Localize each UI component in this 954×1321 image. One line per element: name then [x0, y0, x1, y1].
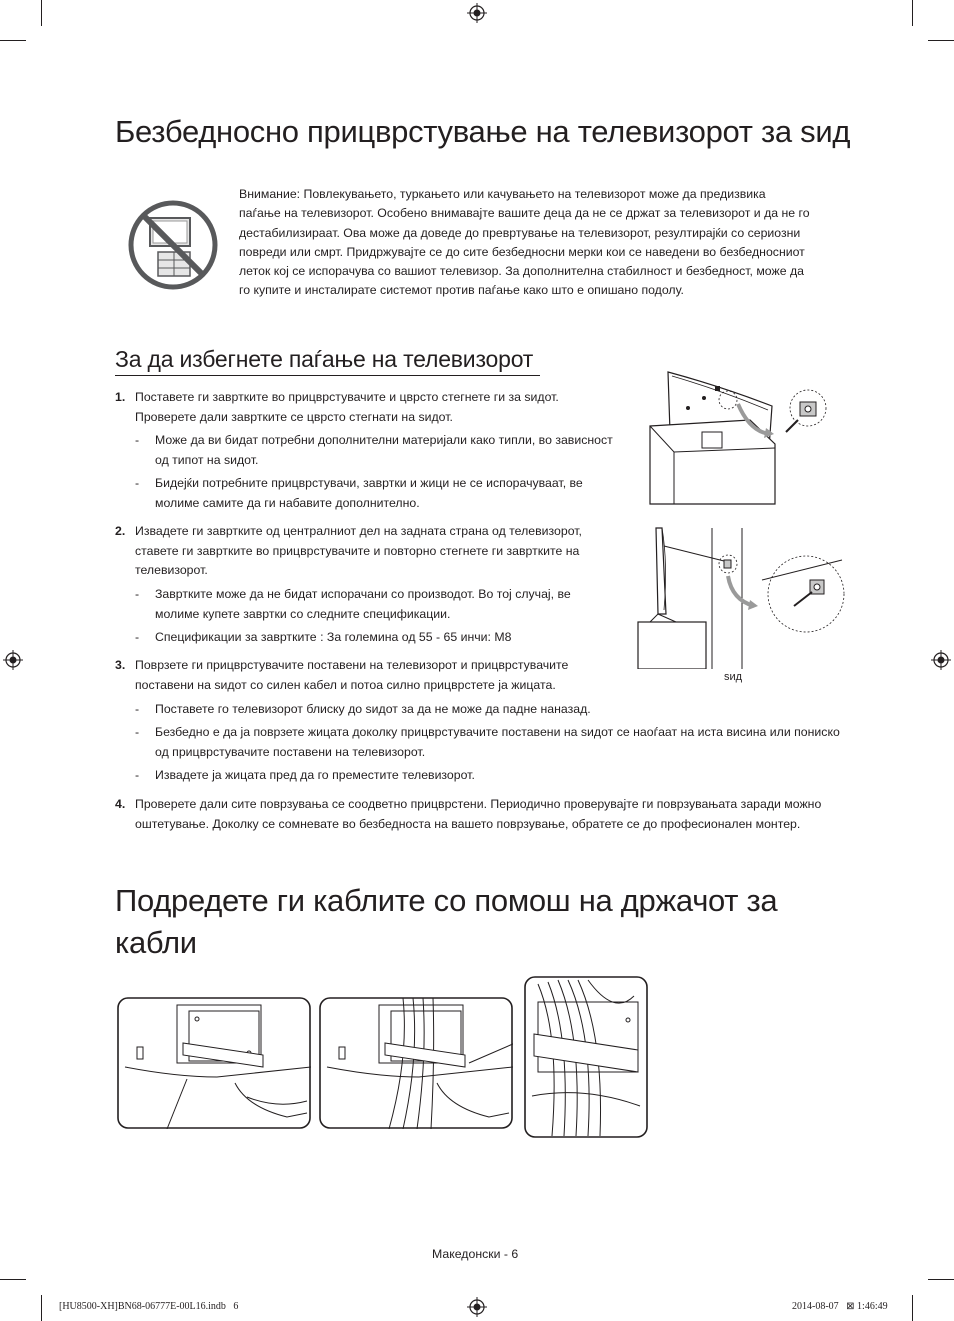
bullet-dash: -	[135, 725, 140, 739]
page-title: Безбедносно прицврстување на телевизорот за ѕид	[115, 114, 851, 149]
warning-text	[239, 185, 839, 301]
note-line: Спецификации за завртките : За големина од 55 - 65 инчи: M8	[155, 630, 512, 644]
step-line: Извадете ги завртките од централниот дел на задната страна од телевизорот,	[135, 524, 582, 538]
cable-holder-step-1-illustration	[117, 997, 311, 1129]
bullet-dash: -	[135, 587, 140, 601]
cable-holder-step-2-illustration	[319, 997, 513, 1129]
step-line: Поставете ги завртките во прицврстувачите и цврсто стегнете ги за ѕидот.	[135, 390, 559, 404]
warning-line: паѓање на телевизорот. Особено внимавајте вашите деца да не се држат за телевизорот и да не го	[239, 206, 810, 221]
crop-mark-bottom-left-h	[0, 1279, 26, 1280]
section-title-prevent-falling: За да избегнете паѓање на телевизорот	[115, 346, 534, 372]
page-number: Македонски - 6	[432, 1247, 519, 1261]
warning-line: Внимание: Повлекувањето, туркањето или качувањето на телевизорот може да предизвика	[239, 187, 766, 201]
file-info: [HU8500-XH]BN68-06777E-00L16.indb 6	[59, 1301, 239, 1312]
step-number: 3.	[115, 658, 126, 672]
step-line: ставете ги завртките во прицврстувачите и повторно стегнете ги завртките на	[135, 543, 580, 558]
step-line: Поврзете ги прицврстувачите поставени на телевизорот и прицврстувачите	[135, 658, 569, 672]
step-number: 1.	[115, 390, 126, 404]
note-line: Извадете ја жицата пред да го преместите телевизорот.	[155, 768, 475, 782]
crop-mark-bottom-right-h	[928, 1279, 954, 1280]
cable-holder-step-3-zoom-illustration	[524, 976, 648, 1138]
registration-mark-left-icon	[3, 650, 23, 670]
registration-mark-bottom-icon	[467, 1297, 487, 1317]
note-line: Безбедно е да ја поврзете жицата доколку прицврстувачите поставени на ѕидот се наоѓаат на иста висина или пониско	[155, 725, 840, 739]
registration-mark-right-icon	[931, 650, 951, 670]
step-line: поставени на ѕидот со силен кабел и потоа силно прицврстете ја жицата.	[135, 677, 556, 692]
section-title-cable-holder	[115, 880, 777, 964]
bullet-dash: -	[135, 702, 140, 716]
note-line: молиме купете завртки со следните спецификации.	[155, 606, 451, 621]
note-line: Бидејќи потребните прицврстувачи, завртки и жици не се испорачуваат, ве	[155, 476, 583, 490]
crop-mark-top-left-h	[0, 40, 26, 41]
note-line: Завртките може да не бидат испорачани со производот. Во тој случај, ве	[155, 587, 571, 601]
bullet-dash: -	[135, 630, 140, 644]
note-line: Поставете го телевизорот блиску до ѕидот за да не може да падне наназад.	[155, 702, 591, 716]
warning-line: го купите и инсталирате системот против паѓање како што е опишано подолу.	[239, 283, 684, 298]
step-number: 2.	[115, 524, 126, 538]
bullet-dash: -	[135, 476, 140, 490]
step-number: 4.	[115, 797, 126, 811]
note-line: Може да ви бидат потребни дополнителни материјали како типли, во зависност	[155, 433, 613, 447]
step-line: телевизорот.	[135, 563, 208, 577]
no-climbing-tv-icon	[128, 200, 218, 290]
section-title-underline	[115, 375, 540, 376]
warning-line: леток кој се испорачува со вашиот телевизор. За дополнителна стабилност и безбедност, може да	[239, 264, 804, 279]
tv-wall-connection-illustration	[636, 524, 846, 669]
crop-mark-top-right-h	[928, 40, 954, 41]
section-title-line: Подредете ги каблите со помош на држачот за	[115, 883, 778, 918]
tv-back-bracket-illustration	[640, 366, 840, 516]
step-line: Проверете дали сите поврзувања се соодветно прицврстени. Периодично проверувајте ги поврзувањата заради можно	[135, 797, 822, 811]
bullet-dash: -	[135, 433, 140, 447]
print-timestamp: 2014-08-07 ⊠ 1:46:49	[792, 1301, 888, 1312]
step-line: оштетување. Доколку се сомневате во безбедноста на вашето поврзување, обратете се до професионален монтер.	[135, 816, 801, 831]
step-line: Проверете дали завртките се цврсто стегнати на ѕидот.	[135, 409, 453, 424]
note-line: молиме самите да ги набавите дополнително.	[155, 495, 420, 510]
note-line: од прицврстувачите поставени на телевизорот.	[155, 744, 426, 759]
registration-mark-top-icon	[467, 3, 487, 23]
crop-mark-top-right	[912, 0, 913, 26]
crop-mark-top-left	[41, 0, 42, 26]
bullet-dash: -	[135, 768, 140, 782]
wall-label: ѕид	[724, 671, 743, 683]
warning-line: повреди или смрт. Придржувајте се до сите безбедносни мерки кои се наведени во безбедносниот	[239, 244, 805, 259]
section-title-line: кабли	[115, 925, 197, 960]
warning-line: дестабилизираат. Ова може да доведе до превртување на телевизорот, резултирајќи со сериозни	[239, 225, 801, 240]
crop-mark-bottom-right	[912, 1295, 913, 1321]
crop-mark-bottom-left	[41, 1295, 42, 1321]
note-line: од типот на ѕидот.	[155, 452, 259, 467]
